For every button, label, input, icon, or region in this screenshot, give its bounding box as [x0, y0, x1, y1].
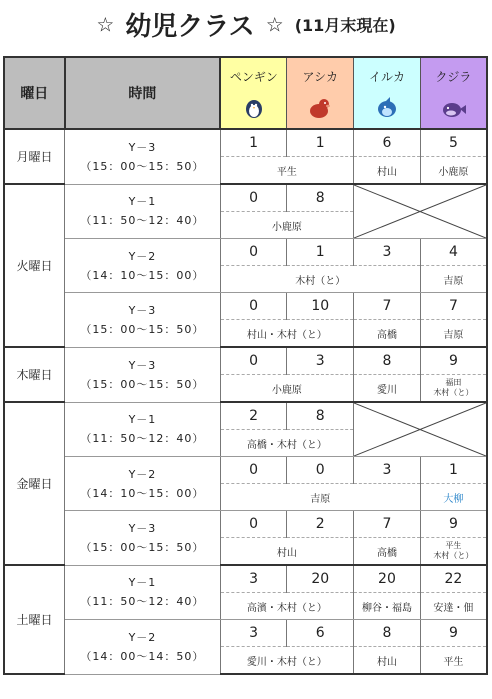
header-group-dolphin — [354, 57, 421, 129]
count-cell: 7 — [354, 511, 421, 538]
slot-code: Y－3 — [128, 140, 157, 154]
teacher-cell: 大柳 — [420, 484, 487, 511]
count-cell: 0 — [220, 457, 287, 484]
page-title — [0, 6, 492, 46]
teacher-cell: 吉原 — [420, 266, 487, 293]
count-cell: 6 — [354, 129, 421, 157]
teacher-cell: 村山 — [354, 647, 421, 675]
header-group-penguin — [220, 57, 287, 129]
time-range: （15：00～15：50） — [80, 322, 205, 336]
teacher-cell — [420, 375, 487, 403]
time-cell — [65, 565, 221, 620]
teacher-cell: 安達・佃 — [420, 593, 487, 620]
teacher-cell: 平生 — [420, 647, 487, 675]
count-cell: 0 — [220, 239, 287, 266]
slot-code: Y－2 — [128, 249, 157, 263]
time-cell — [65, 293, 221, 348]
slot-code: Y－3 — [128, 358, 157, 372]
teacher-cell — [420, 538, 487, 566]
table-row — [4, 565, 487, 593]
count-cell: 4 — [420, 239, 487, 266]
teacher-name: 福田 — [445, 378, 462, 387]
slot-code: Y－3 — [128, 521, 157, 535]
sea-lion-icon — [307, 97, 333, 119]
time-cell — [65, 620, 221, 675]
count-cell: 2 — [220, 402, 287, 430]
time-range: （11：50～12：40） — [80, 595, 205, 609]
count-cell: 1 — [287, 129, 354, 157]
count-cell: 2 — [287, 511, 354, 538]
time-range: （14：00～14：50） — [80, 649, 205, 663]
time-range: （14：10～15：00） — [80, 486, 205, 500]
count-cell: 0 — [220, 184, 287, 212]
header-day: 曜日 — [4, 57, 65, 129]
day-cell: 金曜日 — [4, 402, 65, 565]
teacher-cell: 村山・木村（と） — [220, 320, 353, 348]
teacher-name: 木村（と） — [433, 551, 474, 560]
count-cell: 5 — [420, 129, 487, 157]
time-cell — [65, 184, 221, 239]
count-cell: 3 — [220, 565, 287, 593]
teacher-cell: 小鹿原 — [420, 157, 487, 185]
time-range: （11：50～12：40） — [80, 432, 205, 446]
table-row — [4, 620, 487, 647]
day-cell: 土曜日 — [4, 565, 65, 674]
group-label: アシカ — [302, 69, 339, 84]
time-cell — [65, 457, 221, 511]
teacher-cell: 小鹿原 — [220, 212, 353, 239]
teacher-cell: 吉原 — [220, 484, 420, 511]
day-cell: 月曜日 — [4, 129, 65, 184]
teacher-cell: 木村（と） — [220, 266, 420, 293]
count-cell: 8 — [287, 402, 354, 430]
time-range: （15：00～15：50） — [80, 540, 205, 554]
table-row — [4, 293, 487, 320]
group-label: ペンギン — [229, 69, 278, 84]
schedule-table — [3, 56, 488, 675]
count-cell: 3 — [354, 239, 421, 266]
star-icon: ☆ — [96, 12, 115, 37]
teacher-cell: 村山 — [354, 157, 421, 185]
table-row — [4, 184, 487, 212]
count-cell: 0 — [220, 347, 287, 375]
count-cell: 9 — [420, 511, 487, 538]
group-label: イルカ — [368, 69, 405, 84]
time-range: （14：10～15：00） — [80, 268, 205, 282]
count-cell: 8 — [354, 620, 421, 647]
teacher-cell: 小鹿原 — [220, 375, 353, 403]
count-cell: 3 — [354, 457, 421, 484]
title-date-note: (11月末現在) — [294, 16, 396, 35]
table-row — [4, 239, 487, 266]
table-row — [4, 129, 487, 157]
no-class-cell — [354, 184, 487, 239]
count-cell: 20 — [354, 565, 421, 593]
count-cell: 10 — [287, 293, 354, 320]
teacher-name: 木村（と） — [433, 388, 474, 397]
time-cell — [65, 239, 221, 293]
slot-code: Y－3 — [128, 303, 157, 317]
cross-mark-icon — [354, 185, 486, 238]
time-range: （15：00～15：50） — [80, 377, 205, 391]
table-row — [4, 347, 487, 375]
dolphin-icon — [374, 97, 400, 119]
count-cell: 3 — [220, 620, 287, 647]
time-cell — [65, 347, 221, 402]
teacher-cell: 村山 — [220, 538, 353, 566]
count-cell: 7 — [354, 293, 421, 320]
count-cell: 9 — [420, 347, 487, 375]
table-row — [4, 402, 487, 430]
count-cell: 7 — [420, 293, 487, 320]
teacher-cell: 柳谷・福島 — [354, 593, 421, 620]
table-row — [4, 457, 487, 484]
cross-mark-icon — [354, 403, 486, 456]
teacher-cell: 愛川 — [354, 375, 421, 403]
slot-code: Y－1 — [128, 576, 157, 590]
count-cell: 0 — [220, 511, 287, 538]
time-cell — [65, 402, 221, 457]
count-cell: 6 — [287, 620, 354, 647]
teacher-name: 平生 — [445, 541, 462, 550]
slot-code: Y－2 — [128, 630, 157, 644]
time-range: （11：50～12：40） — [80, 214, 205, 228]
whale-icon — [440, 97, 466, 119]
table-row — [4, 511, 487, 538]
count-cell: 20 — [287, 565, 354, 593]
count-cell: 22 — [420, 565, 487, 593]
header-group-sea-lion — [287, 57, 354, 129]
count-cell: 9 — [420, 620, 487, 647]
teacher-cell: 高橋 — [354, 538, 421, 566]
teacher-cell: 高橋・木村（と） — [220, 430, 353, 457]
count-cell: 1 — [220, 129, 287, 157]
count-cell: 8 — [287, 184, 354, 212]
day-cell: 火曜日 — [4, 184, 65, 347]
teacher-cell: 高濱・木村（と） — [220, 593, 353, 620]
header-group-whale — [420, 57, 487, 129]
count-cell: 0 — [287, 457, 354, 484]
time-cell — [65, 511, 221, 566]
header-time: 時間 — [65, 57, 221, 129]
count-cell: 3 — [287, 347, 354, 375]
count-cell: 1 — [420, 457, 487, 484]
teacher-cell: 愛川・木村（と） — [220, 647, 353, 675]
day-cell: 木曜日 — [4, 347, 65, 402]
group-label: クジラ — [435, 69, 472, 84]
teacher-cell: 吉原 — [420, 320, 487, 348]
count-cell: 0 — [220, 293, 287, 320]
no-class-cell — [354, 402, 487, 457]
teacher-cell: 平生 — [220, 157, 353, 185]
star-icon: ☆ — [265, 12, 284, 37]
slot-code: Y－1 — [128, 413, 157, 427]
slot-code: Y－2 — [128, 467, 157, 481]
penguin-icon — [241, 97, 267, 119]
header-row — [4, 57, 487, 129]
count-cell: 8 — [354, 347, 421, 375]
title-text: 幼児クラス — [125, 12, 255, 42]
count-cell: 1 — [287, 239, 354, 266]
time-cell — [65, 129, 221, 184]
teacher-cell: 高橋 — [354, 320, 421, 348]
time-range: （15：00～15：50） — [80, 159, 205, 173]
slot-code: Y－1 — [128, 195, 157, 209]
